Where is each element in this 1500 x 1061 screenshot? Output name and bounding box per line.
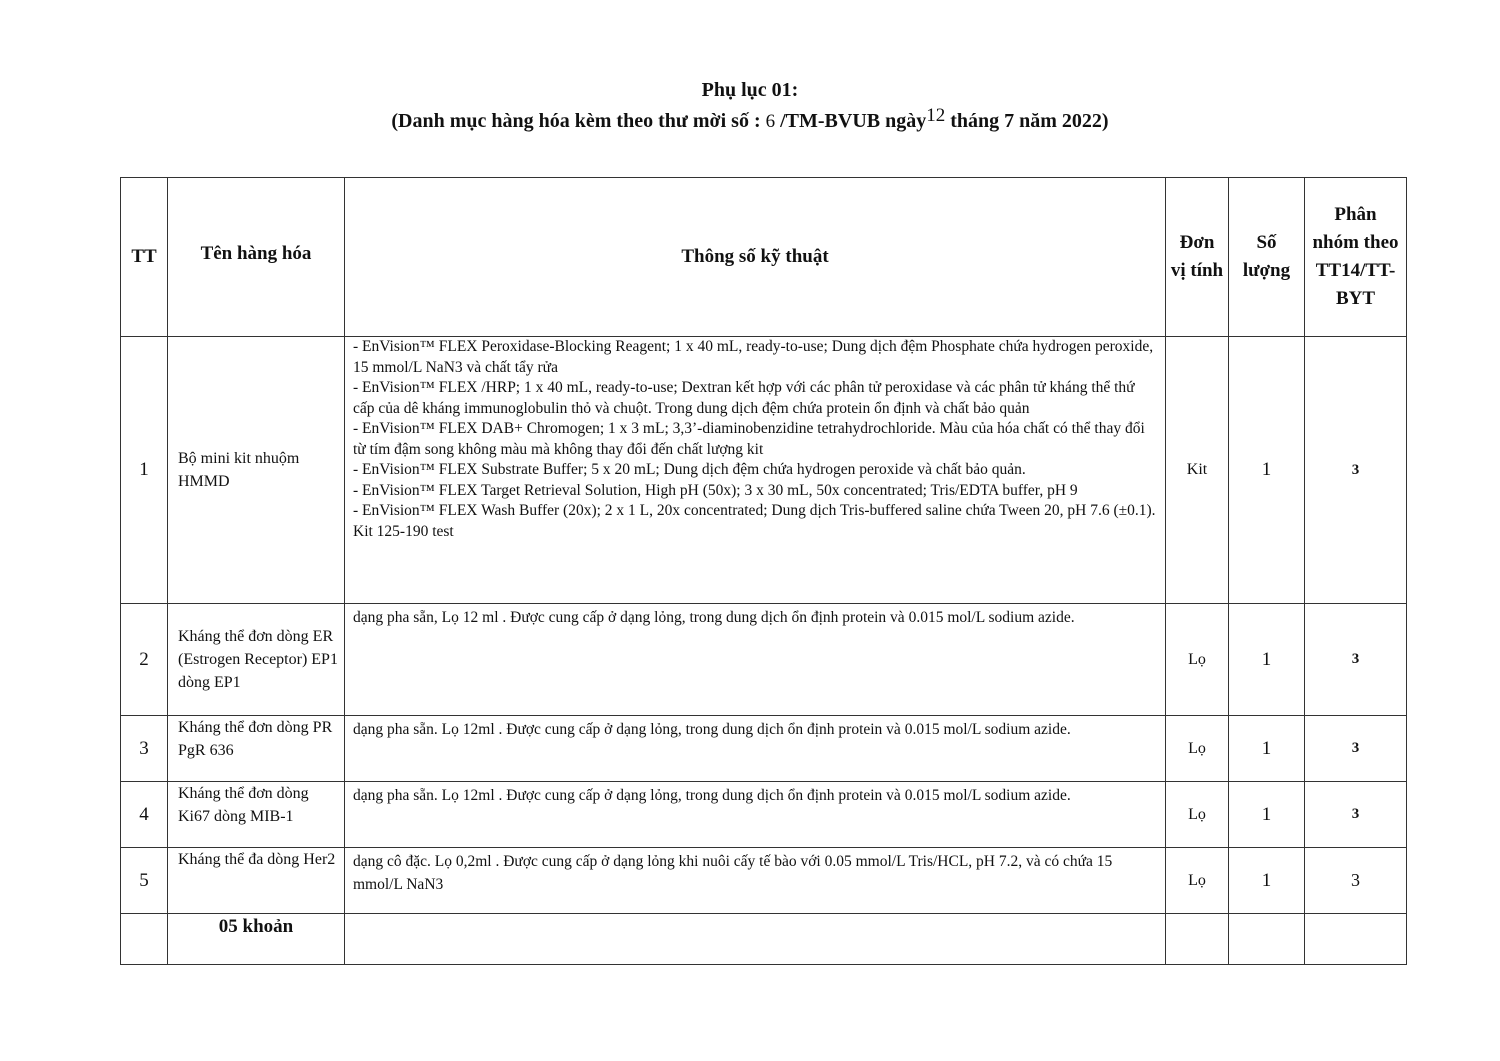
subtitle-mid: /TM-BVUB ngày	[780, 110, 927, 132]
row-spec	[345, 848, 1166, 914]
header-qty: Số lượng	[1229, 178, 1305, 337]
row-spec	[345, 716, 1166, 782]
row-group: 3	[1305, 604, 1407, 716]
row-tt: 2	[121, 604, 168, 716]
table-row	[121, 782, 1407, 848]
header-spec: Thông số kỹ thuật	[345, 178, 1166, 337]
spec-line: Kit 125-190 test	[353, 522, 454, 540]
row-qty: 1	[1229, 782, 1305, 848]
row-spec	[345, 337, 1166, 604]
goods-table	[120, 177, 1407, 965]
row-spec	[345, 782, 1166, 848]
spec-line: - EnVision™ FLEX Wash Buffer (20x); 2 x 1 L, 20x concentrated; Dung dịch Tris-buffered saline chứa Tween 20, pH 7.6 (±0.1).	[353, 502, 1156, 519]
row-name: Kháng thể đơn dòng PR PgR 636	[168, 716, 345, 782]
header-tt: TT	[121, 178, 168, 337]
subtitle-prefix: (Danh mục hàng hóa kèm theo thư mời số :	[391, 110, 761, 132]
spec-line: - EnVision™ FLEX DAB+ Chromogen; 1 x 3 mL; 3,3’-diaminobenzidine tetrahydrochloride. Màu của hóa chất có thể thay đổi từ tím đậm song không màu mà không thay đổi đến chất lượng kit	[353, 420, 1145, 458]
row-name: Bộ mini kit nhuộm HMMD	[168, 337, 345, 604]
subtitle-suffix: tháng 7 năm 2022)	[950, 110, 1109, 132]
row-tt: 3	[121, 716, 168, 782]
row-group: 3	[1305, 716, 1407, 782]
table-row	[121, 848, 1407, 914]
row-name: Kháng thể đa dòng Her2	[168, 848, 345, 914]
row-tt: 5	[121, 848, 168, 914]
total-tt-empty	[121, 914, 168, 965]
total-label: 05 khoản	[168, 914, 345, 965]
appendix-title: Phụ lục 01:	[701, 79, 799, 101]
total-row	[121, 914, 1407, 965]
row-tt: 1	[121, 337, 168, 604]
row-qty: 1	[1229, 716, 1305, 782]
row-qty: 1	[1229, 337, 1305, 604]
row-unit: Lọ	[1166, 716, 1229, 782]
handwritten-letter-number: 6	[765, 111, 776, 132]
spec-line: dạng pha sẵn, Lọ 12 ml . Được cung cấp ở dạng lỏng, trong dung dịch ổn định protein và 0.015 mol/L sodium azide.	[353, 609, 1075, 626]
row-tt: 4	[121, 782, 168, 848]
row-group: 3	[1305, 848, 1407, 914]
header-unit: Đơn vị tính	[1166, 178, 1229, 337]
row-name: Kháng thể đơn dòng Ki67 dòng MIB-1	[168, 782, 345, 848]
table-row	[121, 604, 1407, 716]
total-group-empty	[1305, 914, 1407, 965]
spec-line: - EnVision™ FLEX /HRP; 1 x 40 mL, ready-to-use; Dextran kết hợp với các phân tử peroxidase và các phân tử kháng thể thứ cấp của dê kháng immunoglobulin thỏ và chuột. Trong dung dịch đệm chứa protein ổn định và chất bảo quản	[353, 379, 1135, 417]
spec-line: dạng pha sẵn. Lọ 12ml . Được cung cấp ở dạng lỏng, trong dung dịch ổn định protein và 0.015 mol/L sodium azide.	[353, 721, 1071, 738]
total-unit-empty	[1166, 914, 1229, 965]
handwritten-day: 12	[926, 105, 946, 126]
spec-line: - EnVision™ FLEX Substrate Buffer; 5 x 20 mL; Dung dịch đệm chứa hydrogen peroxide và chất bảo quản.	[353, 461, 1026, 478]
row-group: 3	[1305, 337, 1407, 604]
row-group: 3	[1305, 782, 1407, 848]
header-name: Tên hàng hóa	[168, 178, 345, 337]
spec-line: dạng pha sẵn. Lọ 12ml . Được cung cấp ở dạng lỏng, trong dung dịch ổn định protein và 0.015 mol/L sodium azide.	[353, 787, 1071, 804]
row-unit: Kit	[1166, 337, 1229, 604]
row-unit: Lọ	[1166, 604, 1229, 716]
spec-line: - EnVision™ FLEX Target Retrieval Solution, High pH (50x); 3 x 30 mL, 50x concentrated; Tris/EDTA buffer, pH 9	[353, 481, 1078, 499]
row-qty: 1	[1229, 848, 1305, 914]
appendix-subtitle	[0, 105, 1500, 133]
row-qty: 1	[1229, 604, 1305, 716]
spec-line: - EnVision™ FLEX Peroxidase-Blocking Reagent; 1 x 40 mL, ready-to-use; Dung dịch đệm Phosphate chứa hydrogen peroxide, 15 mmol/L NaN3 và chất tẩy rửa	[353, 338, 1154, 376]
row-unit: Lọ	[1166, 848, 1229, 914]
row-unit: Lọ	[1166, 782, 1229, 848]
total-qty-empty	[1229, 914, 1305, 965]
table-row	[121, 716, 1407, 782]
table-row	[121, 337, 1407, 604]
header-group: Phân nhóm theo TT14/TT-BYT	[1305, 178, 1407, 337]
table-header-row	[121, 178, 1407, 337]
total-spec-empty	[345, 914, 1166, 965]
row-spec	[345, 604, 1166, 716]
spec-line: dạng cô đặc. Lọ 0,2ml . Được cung cấp ở dạng lỏng khi nuôi cấy tế bào với 0.05 mmol/L Tris/HCL, pH 7.2, và có chứa 15 mmol/L NaN3	[353, 853, 1113, 893]
row-name: Kháng thể đơn dòng ER (Estrogen Receptor) EP1 dòng EP1	[168, 604, 345, 716]
